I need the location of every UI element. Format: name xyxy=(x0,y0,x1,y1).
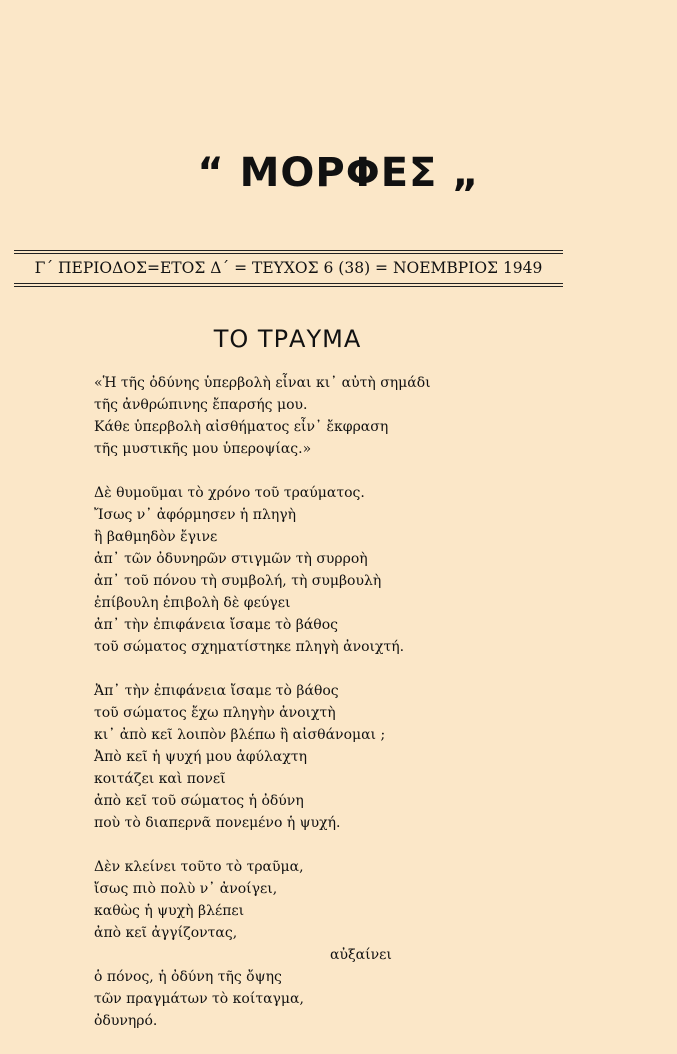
poem-line: ὀδυνηρό. xyxy=(94,1013,158,1029)
poem-line: τῆς ἀνθρώπινης ἔπαρσής μου. xyxy=(94,397,308,413)
poem-line: ἀπ᾽ τῶν ὀδυνηρῶν στιγμῶν τὴ συρροὴ xyxy=(94,551,368,567)
stanza-2 xyxy=(94,680,574,834)
poem-line: ἢ βαθμηδὸν ἔγινε xyxy=(94,529,218,545)
poem-line: ἀπ᾽ τὴν ἐπιφάνεια ἴσαμε τὸ βάθος xyxy=(94,617,338,633)
poem-line: καθὼς ἡ ψυχὴ βλέπει xyxy=(94,903,245,919)
poem-line: Ἴσως ν᾽ ἀφόρμησεν ἡ πληγὴ xyxy=(94,507,296,523)
poem-line: «Ἡ τῆς ὀδύνης ὑπερβολὴ εἶναι κι᾽ αὐτὴ σημάδι xyxy=(94,375,431,391)
top-rule xyxy=(14,250,563,251)
poem-body xyxy=(94,372,574,1054)
bottom-rule xyxy=(14,283,563,284)
poem-line: ὁ πόνος, ἡ ὀδύνη τῆς ὄψης xyxy=(94,969,282,985)
masthead: “ ΜΟΡΦΕΣ „ xyxy=(197,150,480,196)
poem-line: Δὲν κλείνει τοῦτο τὸ τραῦμα, xyxy=(94,859,304,875)
poem-line: ἐπίβουλη ἐπιβολὴ δὲ φεύγει xyxy=(94,595,291,611)
poem-line: αὐξαίνει xyxy=(330,947,392,963)
poem-line: ἀπὸ κεῖ ἀγγίζοντας, xyxy=(94,925,238,941)
poem-line: Κάθε ὑπερβολὴ αἰσθήματος εἶν᾽ ἔκφραση xyxy=(94,419,389,435)
poem-line: τοῦ σώματος σχηματίστηκε πληγὴ ἀνοιχτή. xyxy=(94,639,405,655)
poem-line: Ἀπὸ κεῖ ἡ ψυχή μου ἀφύλαχτη xyxy=(94,749,307,765)
poem-line: ἀπὸ κεῖ τοῦ σώματος ἡ ὀδύνη xyxy=(94,793,304,809)
poem-line: τοῦ σώματος ἔχω πληγὴν ἀνοιχτὴ xyxy=(94,705,336,721)
poem-line: τῆς μυστικῆς μου ὑπεροψίας.» xyxy=(94,441,312,457)
poem-line: τῶν πραγμάτων τὸ κοίταγμα, xyxy=(94,991,304,1007)
stanza-1 xyxy=(94,482,574,658)
poem-line: κοιτάζει καὶ πονεῖ xyxy=(94,771,226,787)
top-rule-inner xyxy=(14,253,563,254)
poem-line: Ἀπ᾽ τὴν ἐπιφάνεια ἴσαμε τὸ βάθος xyxy=(94,683,339,699)
poem-line: ἴσως πιὸ πολὺ ν᾽ ἀνοίγει, xyxy=(94,881,278,897)
poem-line: ἀπ᾽ τοῦ πόνου τὴ συμβολή, τὴ συμβουλὴ xyxy=(94,573,382,589)
bottom-rule-inner xyxy=(14,286,563,287)
issue-line: Γ΄ ΠΕΡΙΟΔΟΣ=ΕΤΟΣ Δ΄ = ΤΕΥΧΟΣ 6 (38) = ΝΟΕΜΒΡΙΟΣ 1949 xyxy=(34,259,543,277)
poem-line: κι᾽ ἀπὸ κεῖ λοιπὸν βλέπω ἢ αἰσθάνομαι ; xyxy=(94,727,386,743)
epigraph xyxy=(94,372,574,460)
poem-title: ΤΟ ΤΡΑΥΜΑ xyxy=(213,325,362,353)
poem-line: Δὲ θυμοῦμαι τὸ χρόνο τοῦ τραύματος. xyxy=(94,485,365,501)
stanza-3 xyxy=(94,856,574,1032)
poem-line: ποὺ τὸ διαπερνᾶ πονεμένο ἡ ψυχή. xyxy=(94,815,341,831)
